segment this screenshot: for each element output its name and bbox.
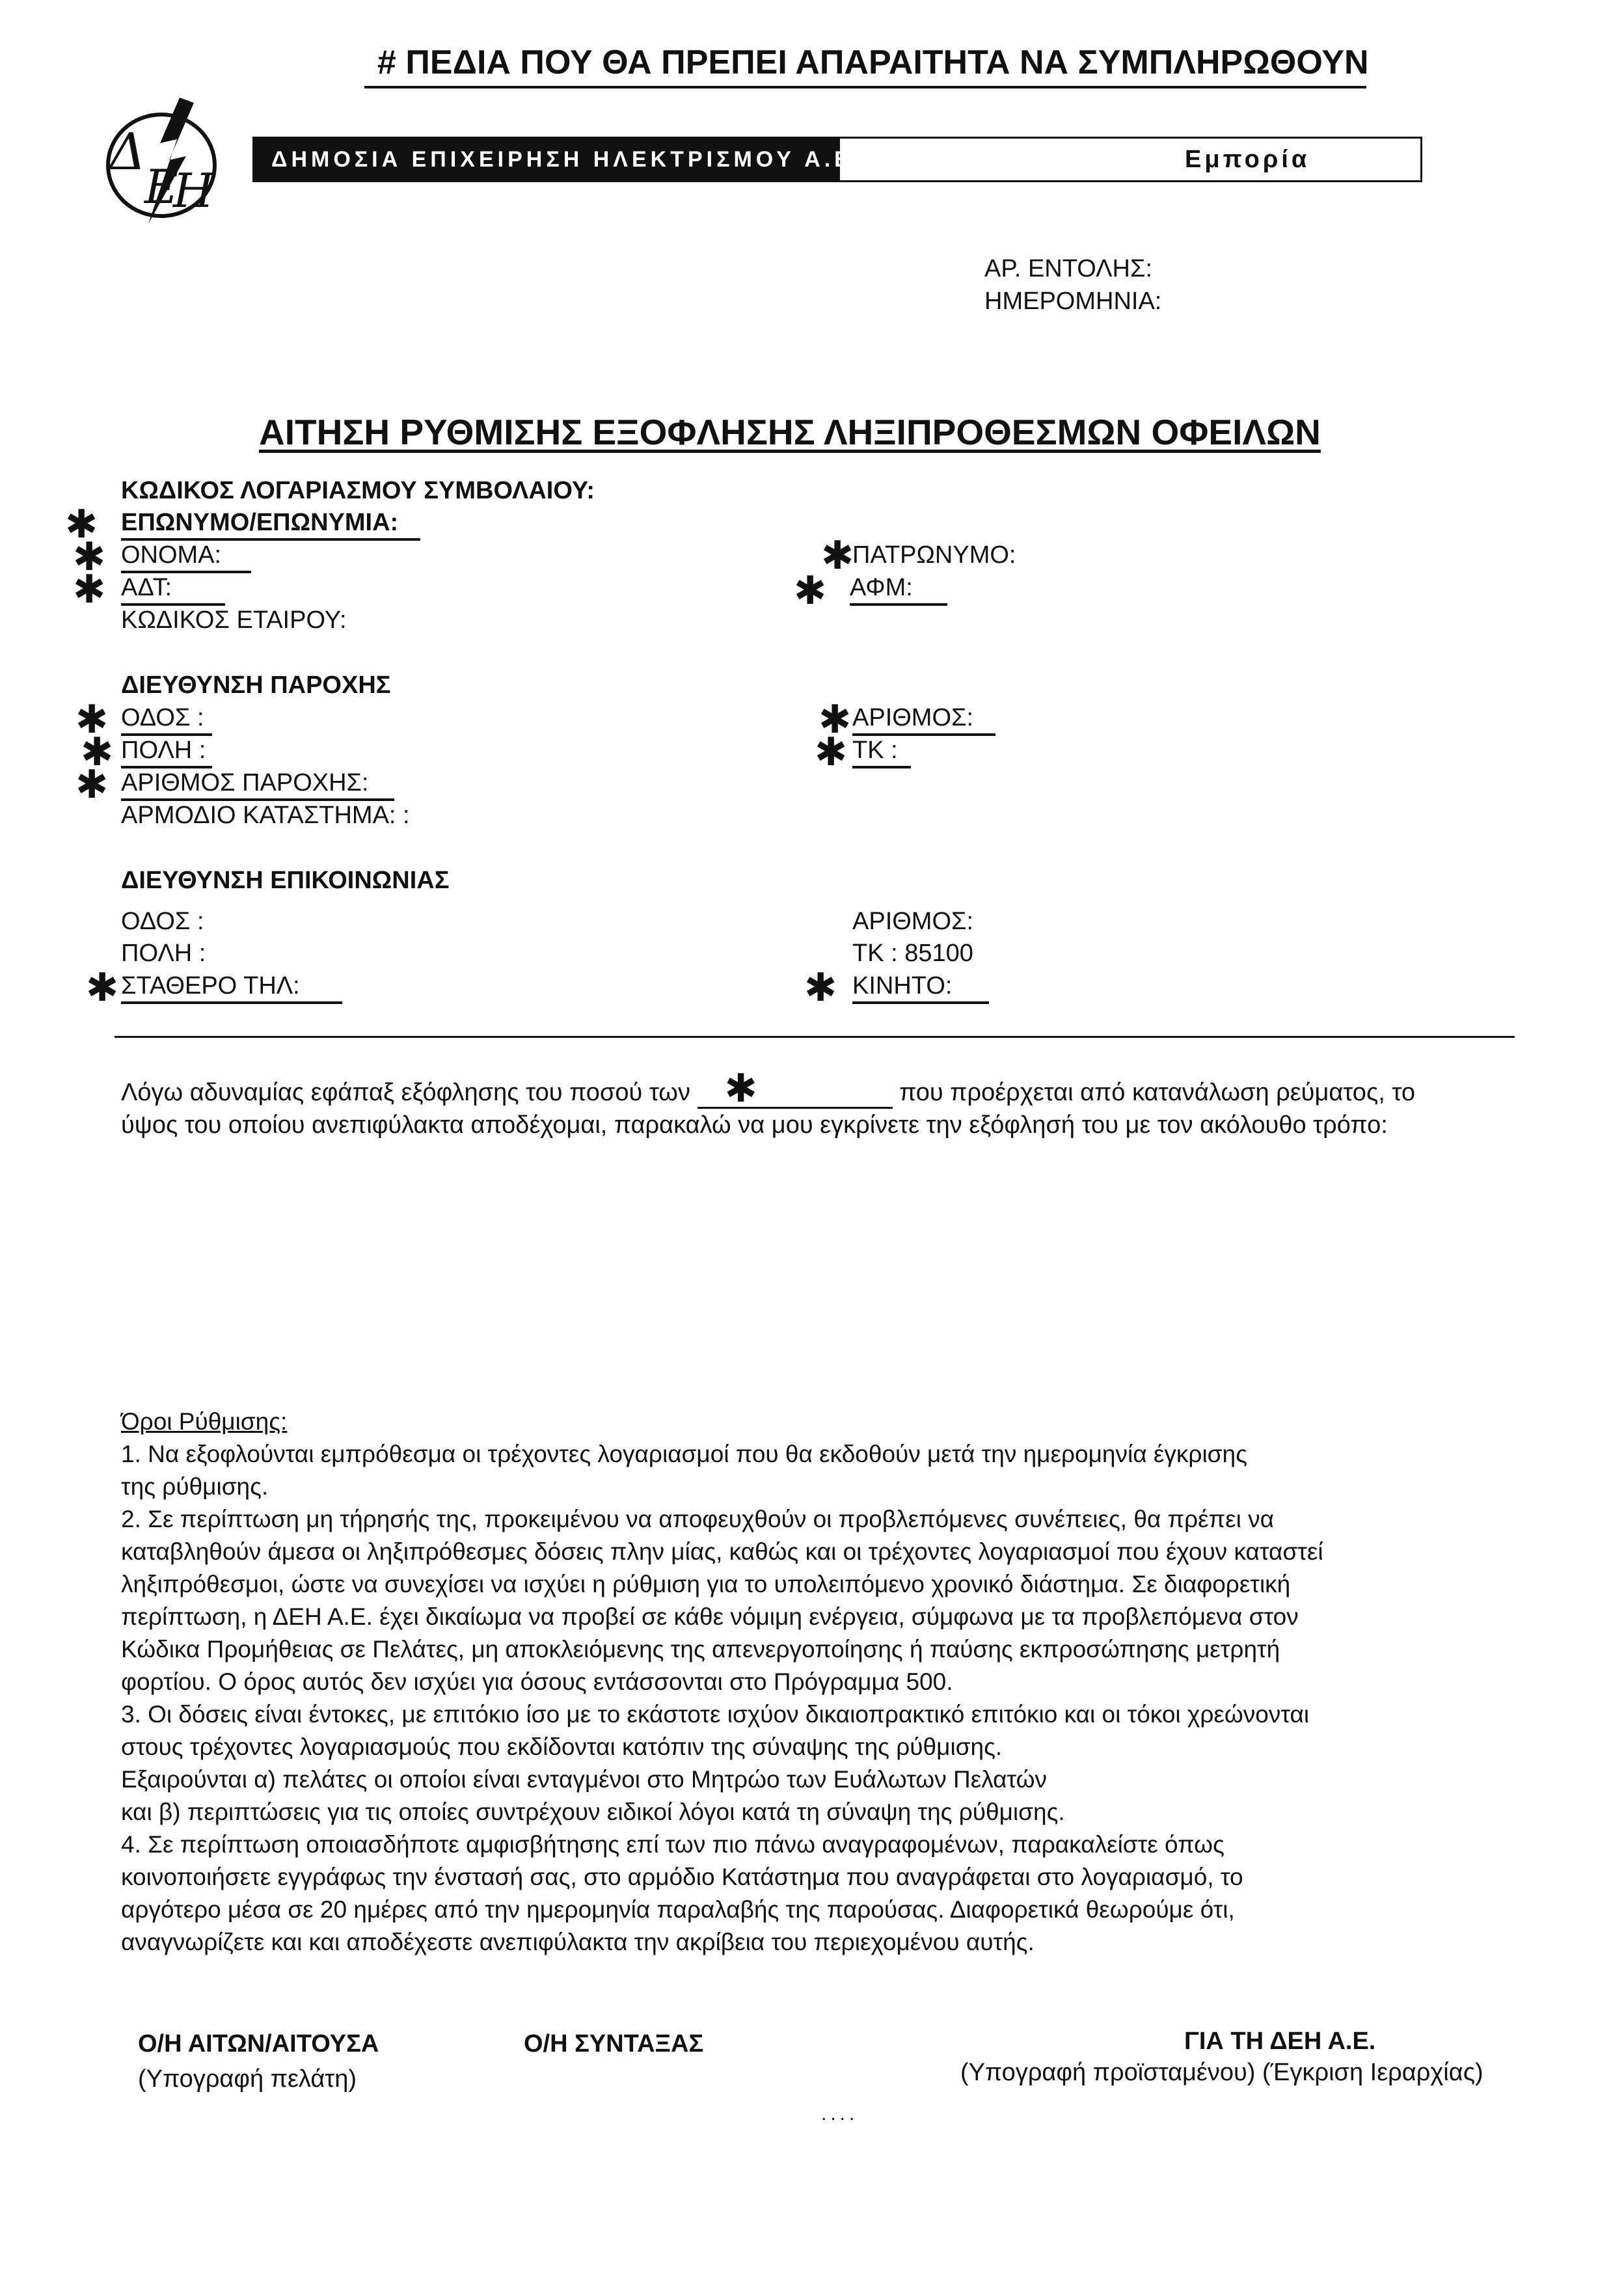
terms-line: 4. Σε περίπτωση οποιασδήποτε αμφισβήτησης επί των πιο πάνω αναγραφομένων, παρακαλείστε όπως [121, 1831, 1225, 1858]
request-text-end: που προέρχεται από κατανάλωση ρεύματος, το [899, 1079, 1415, 1106]
contact-zip-field[interactable]: ΤΚ : 85100 [852, 940, 973, 967]
svg-text:Η: Η [173, 163, 214, 218]
form-title: ΑΙΤΗΣΗ ΡΥΘΜΙΣΗΣ ΕΞΟΦΛΗΣΗΣ ΛΗΞΙΠΡΟΘΕΣΜΩΝ ΟΦΕΙΛΩΝ [259, 412, 1321, 452]
amount-field[interactable] [697, 1066, 893, 1110]
terms-line: 3. Οι δόσεις είναι έντοκες, με επιτόκιο ίσο με το εκάστοτε ισχύον δικαιοπρακτικό επιτόκιο και οι τόκοι χρεώνονται [121, 1701, 1310, 1728]
company-name: ΔΗΜΟΣΙΑ ΕΠΙΧΕΙΡΗΣΗ ΗΛΕΚΤΡΙΣΜΟΥ Α.Ε. [254, 139, 840, 180]
terms-line: της ρύθμισης. [121, 1473, 269, 1500]
contact-address-heading: ΔΙΕΥΘΥΝΣΗ ΕΠΙΚΟΙΝΩΝΙΑΣ [121, 867, 450, 894]
request-text-line2: ύψος του οποίου ανεπιφύλακτα αποδέχομαι, παρακαλώ να μου εγκρίνετε την εξόφλησή του με τον ακόλουθο τρόπο: [121, 1111, 1388, 1139]
required-fields-note: # ΠΕΔΙΑ ΠΟΥ ΘΑ ΠΡΕΠΕΙ ΑΠΑΡΑΙΤΗΤΑ ΝΑ ΣΥΜΠΛΗΡΩΘΟΥΝ [377, 44, 1369, 81]
father-name-field[interactable]: ΠΑΤΡΩΝΥΜΟ: [852, 541, 1016, 569]
required-asterisk-icon: ✱ [815, 730, 848, 774]
applicant-signature-sub: (Υπογραφή πελάτη) [138, 2065, 357, 2093]
request-paragraph [121, 1066, 1520, 1141]
terms-line: φορτίου. Ο όρος αυτός δεν ισχύει για όσους εντάσσονται στο Πρόγραμμα 500. [121, 1668, 953, 1695]
terms-line: αργότερο μέσα σε 20 ημέρες από την ημερομηνία παραλαβής της παρούσας. Διαφορετικά θεωρούμε ότι, [121, 1896, 1235, 1923]
contract-code-field[interactable]: ΚΩΔΙΚΟΣ ΛΟΓΑΡΙΑΣΜΟΥ ΣΥΜΒΟΛΑΙΟΥ: [121, 477, 595, 504]
terms-line: περίπτωση, η ΔΕΗ Α.Ε. έχει δικαίωμα να προβεί σε κάθε νόμιμη ενέργεια, σύμφωνα με τα προβλεπόμενα στον [121, 1603, 1299, 1630]
terms-line: καταβληθούν άμεσα οι ληξιπρόθεσμες δόσεις πλην μίας, καθώς και οι τρέχοντες λογαριασμοί που έχουν καταστεί [121, 1538, 1323, 1565]
required-asterisk-icon: ✱ [819, 698, 852, 741]
contact-street-number-field[interactable]: ΑΡΙΘΜΟΣ: [852, 908, 974, 935]
terms-line: Εξαιρούνται α) πελάτες οι οποίοι είναι ενταγμένοι στο Μητρώο των Ευάλωτων Πελατών [121, 1766, 1048, 1793]
required-asterisk-icon: ✱ [73, 535, 106, 578]
terms-heading: Όροι Ρύθμισης: [121, 1408, 288, 1435]
terms-line: 2. Σε περίπτωση μη τήρησής της, προκειμένου να αποφευχθούν οι προβλεπόμενες συνέπειες, θα πρέπει να [121, 1506, 1275, 1532]
header-underline [364, 86, 1366, 88]
name-field[interactable]: ΟΝΟΜΑ: [121, 541, 251, 573]
terms-section [121, 1406, 1520, 1959]
dei-signature-label: ΓΙΑ ΤΗ ΔΕΗ Α.Ε. [1184, 2028, 1376, 2055]
svg-text:Δ: Δ [109, 123, 146, 182]
required-asterisk-icon: ✱ [73, 567, 106, 611]
required-asterisk-icon: ✱ [804, 966, 837, 1009]
terms-line: Κώδικα Προμήθειας σε Πελάτες, μη αποκλειόμενης της απενεργοποίησης ή παύσης εκπροσώπησης μετρητή [121, 1636, 1280, 1663]
company-code-field[interactable]: ΚΩΔΙΚΟΣ ΕΤΑΙΡΟΥ: [121, 606, 347, 634]
required-asterisk-icon: ✱ [65, 502, 98, 546]
surname-field[interactable]: ΕΠΩΝΥΜΟ/ΕΠΩΝΥΜΙΑ: [121, 509, 420, 541]
request-text-start: Λόγω αδυναμίας εφάπαξ εξόφλησης του ποσού των [121, 1079, 690, 1106]
terms-line: ληξιπρόθεσμοι, ώστε να συνεχίσει να ισχύει η ρύθμιση για το υπολειπόμενο χρονικό διάστημα. Σε διαφορετική [121, 1571, 1291, 1597]
terms-line: αναγνωρίζετε και και αποδέχεστε ανεπιφύλακτα την ακρίβεια του περιεχομένου αυτής. [121, 1929, 1035, 1955]
required-asterisk-icon: ✱ [75, 698, 109, 741]
dei-signature-sub: (Υπογραφή προϊσταμένου) (Έγκριση Ιεραρχίας) [960, 2059, 1483, 2086]
dei-logo-mark [96, 96, 226, 226]
supply-number-field[interactable]: ΑΡΙΘΜΟΣ ΠΑΡΟΧΗΣ: [121, 769, 394, 801]
division-name: Εμπορία [1185, 146, 1310, 173]
landline-phone-field[interactable]: ΣΤΑΘΕΡΟ ΤΗΛ: [121, 972, 342, 1004]
required-asterisk-icon: ✱ [75, 763, 109, 806]
terms-line: στους τρέχοντες λογαριασμούς που εκδίδονται κατόπιν της σύναψης της ρύθμισης. [121, 1733, 1003, 1760]
required-asterisk-icon: ✱ [794, 569, 827, 612]
order-number-label: ΑΡ. ΕΝΤΟΛΗΣ: [984, 255, 1153, 282]
svg-text:Ε: Ε [144, 159, 179, 214]
supply-zip-field[interactable]: ΤΚ : [852, 737, 911, 768]
supply-city-field[interactable]: ΠΟΛΗ : [121, 737, 212, 768]
composer-signature-label: Ο/Η ΣΥΝΤΑΞΑΣ [524, 2030, 704, 2058]
supply-street-field[interactable]: ΟΔΟΣ : [121, 704, 212, 736]
section-divider [115, 1036, 1515, 1038]
terms-line: και β) περιπτώσεις για τις οποίες συντρέχουν ειδικοί λόγοι κατά τη σύναψη της ρύθμισης. [121, 1799, 1065, 1825]
supply-street-number-field[interactable]: ΑΡΙΘΜΟΣ: [852, 704, 995, 736]
required-asterisk-icon: ✱ [86, 966, 119, 1009]
tax-id-field[interactable]: ΑΦΜ: [850, 574, 947, 606]
store-field[interactable]: ΑΡΜΟΔΙΟ ΚΑΤΑΣΤΗΜΑ: : [121, 802, 410, 829]
required-asterisk-icon: ✱ [724, 1066, 757, 1110]
footer-dots: .... [821, 2103, 859, 2125]
contact-street-field[interactable]: ΟΔΟΣ : [121, 908, 204, 935]
terms-line: κοινοποιήσετε εγγράφως την ένστασή σας, στο αρμόδιο Κατάστημα που αναγράφεται στο λογαριασμό, το [121, 1864, 1243, 1890]
company-banner [252, 137, 1422, 182]
applicant-signature-label: Ο/Η ΑΙΤΩΝ/ΑΙΤΟΥΣΑ [138, 2030, 379, 2058]
required-asterisk-icon: ✱ [821, 534, 854, 577]
mobile-phone-field[interactable]: ΚΙΝΗΤΟ: [852, 972, 989, 1004]
required-asterisk-icon: ✱ [81, 730, 114, 774]
supply-address-heading: ΔΙΕΥΘΥΝΣΗ ΠΑΡΟΧΗΣ [121, 672, 391, 699]
date-label: ΗΜΕΡΟΜΗΝΙΑ: [984, 288, 1162, 315]
dei-logo [96, 96, 226, 226]
contact-city-field[interactable]: ΠΟΛΗ : [121, 940, 206, 967]
terms-line: 1. Να εξοφλούνται εμπρόθεσμα οι τρέχοντες λογαριασμοί που θα εκδοθούν μετά την ημερομηνία έγκρισης [121, 1441, 1247, 1467]
id-card-field[interactable]: ΑΔΤ: [121, 574, 225, 606]
